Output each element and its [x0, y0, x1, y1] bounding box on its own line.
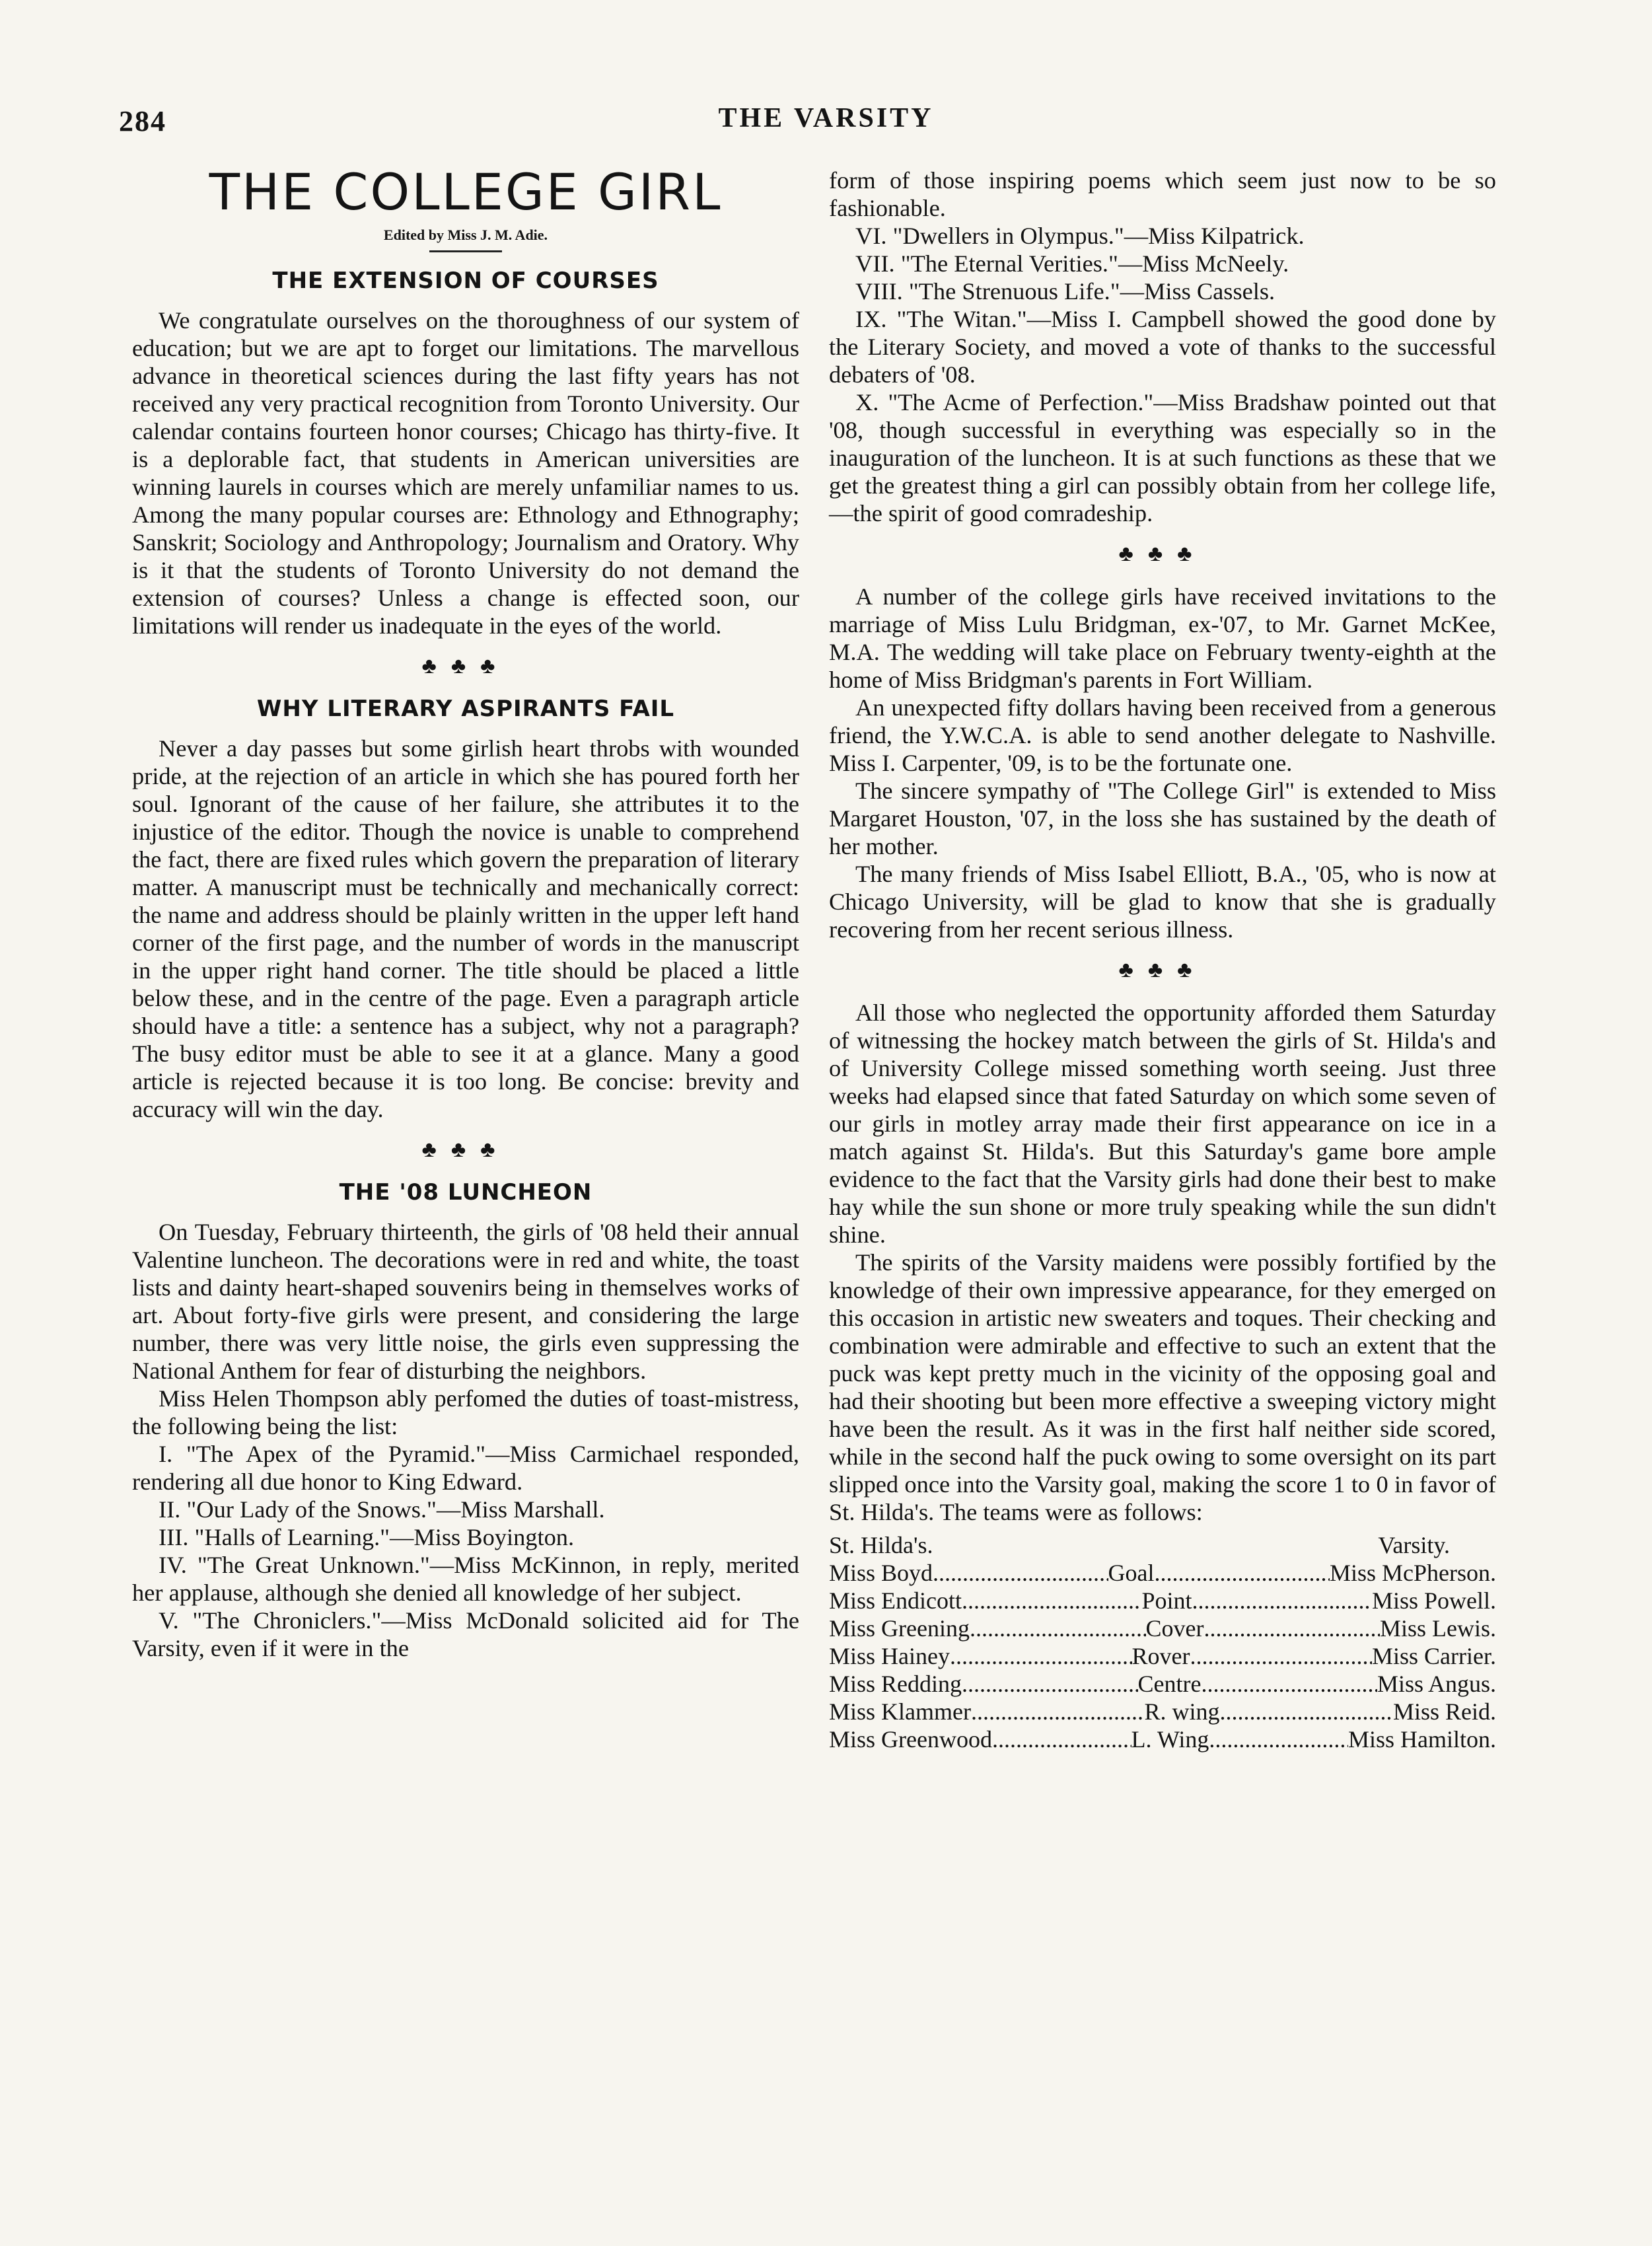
lineup-row [829, 1587, 1496, 1614]
leader-dots [1201, 1670, 1377, 1698]
club-ornament: ♣♣♣ [421, 654, 510, 678]
editor-rule [429, 250, 502, 252]
toast-item: V. "The Chroniclers."—Miss McDonald solicited aid for The Varsity, even if it were in the [132, 1607, 799, 1661]
lineup-row [829, 1670, 1496, 1698]
extension-heading: THE EXTENSION OF COURSES [272, 268, 659, 294]
extension-text: We congratulate ourselves on the thoroughness of our system of education; but we are apt to forget our limitations. The marvellous advance in theoretical sciences during the last fifty years has not received any very practical recognition from Toronto University. Our calendar contains fourteen honor courses; Chicago has thirty-five. It is a deplorable fact, that students in American universities are winning laurels in courses which are merely unfamiliar names to us. Among the many popular courses are: Ethnology and Ethnography; Sanskrit; Sociology and Anthropology; Journalism and Oratory. Why is it that the students of Toronto University do not demand the extension of courses? Unless a change is effected soon, our limitations will render us inadequate in the eyes of the world. [132, 307, 799, 639]
leader-dots [962, 1587, 1141, 1614]
page-number: 284 [119, 105, 166, 137]
luncheon-continued: form of those inspiring poems which seem just now to be so fashionable. [829, 167, 1496, 221]
lineup-rows [829, 1559, 1496, 1753]
lineup-row [829, 1642, 1496, 1670]
hockey-paragraph: The spirits of the Varsity maidens were possibly fortified by the knowledge of their own impressive appearance, for they emerged on this occasion in artistic new sweaters and toques. Their checking and combination were admirable and effective to such an extent that the puck was kept pretty much in the vicinity of the opposing goal and had their shooting but been more effective a sweeping victory might have been the result. As it was in the first half neither side scored, while in the second half the puck owing to some oversight on its part slipped once into the Varsity goal, making the score 1 to 0 in favor of St. Hilda's. The teams were as follows: [829, 1249, 1496, 1525]
leader-dots [971, 1698, 1144, 1725]
player-position: Centre [1137, 1671, 1202, 1697]
st-hildas-player: Miss Klammer [829, 1698, 971, 1725]
varsity-player: Miss Reid. [1392, 1698, 1496, 1725]
varsity-player: Miss Angus. [1377, 1671, 1496, 1697]
lineup-row [829, 1725, 1496, 1753]
aspirants-heading: WHY LITERARY ASPIRANTS FAIL [256, 696, 675, 722]
leader-dots [1192, 1587, 1372, 1614]
lineup-row [829, 1559, 1496, 1587]
team-lineup [829, 1531, 1496, 1753]
team-name-varsity: Varsity. [1378, 1532, 1450, 1558]
team-lineup-header [829, 1531, 1496, 1559]
news-item: A number of the college girls have received invitations to the marriage of Miss Lulu Bridgman, ex-'07, to Mr. Garnet McKee, M.A. The wedding will take place on February twenty-eighth at the home of Miss Bridgman's parents in Fort William. [829, 583, 1496, 693]
st-hildas-player: Miss Endicott [829, 1587, 962, 1614]
toast-item: VI. "Dwellers in Olympus."—Miss Kilpatrick. [855, 223, 1305, 249]
news-item: The many friends of Miss Isabel Elliott, B.A., '05, who is now at Chicago University, will be glad to know that she is gradually recovering from her recent serious illness. [829, 861, 1496, 943]
news-item: An unexpected fifty dollars having been received from a generous friend, the Y.W.C.A. is able to send another delegate to Nashville. Miss I. Carpenter, '09, is to be the fortunate one. [829, 694, 1496, 776]
club-ornament: ♣♣♣ [1118, 958, 1207, 982]
player-position: Point [1141, 1587, 1192, 1614]
leader-dots [1209, 1725, 1348, 1753]
varsity-player: Miss Hamilton. [1347, 1726, 1496, 1753]
luncheon-paragraph: Miss Helen Thompson ably perfomed the duties of toast-mistress, the following being the list: [132, 1385, 799, 1439]
varsity-player: Miss McPherson. [1329, 1560, 1496, 1586]
toast-item: III. "Halls of Learning."—Miss Boyington. [159, 1524, 575, 1550]
varsity-player: Miss Lewis. [1380, 1615, 1497, 1642]
leader-dots [1203, 1614, 1380, 1642]
leader-dots [1190, 1642, 1373, 1670]
luncheon-paragraph: On Tuesday, February thirteenth, the girls of '08 held their annual Valentine luncheon. The decorations were in red and white, the toast lists and dainty heart-shaped souvenirs being in themselves works of art. About forty-five girls were present, and considering the large number, there was very little noise, the girls even suppressing the National Anthem for fear of disturbing the neighbors. [132, 1219, 799, 1384]
left-column [132, 162, 799, 1662]
player-position: R. wing [1144, 1698, 1220, 1725]
toast-item: VII. "The Eternal Verities."—Miss McNeely. [855, 250, 1289, 277]
st-hildas-player: Miss Greening [829, 1615, 970, 1642]
toast-item: VIII. "The Strenuous Life."—Miss Cassels. [855, 278, 1275, 305]
editor-credit: Edited by Miss J. M. Adie. [383, 227, 548, 243]
club-ornament: ♣♣♣ [1118, 542, 1207, 566]
varsity-player: Miss Powell. [1371, 1587, 1496, 1614]
player-position: Cover [1145, 1615, 1204, 1642]
toast-item: X. "The Acme of Perfection."—Miss Bradshaw pointed out that '08, though successful in everything was especially so in the inauguration of the luncheon. It is at such functions as these that we get the greatest thing a girl can possibly obtain from her college life,—the spirit of good comradeship. [829, 389, 1496, 526]
player-position: L. Wing [1131, 1726, 1209, 1753]
leader-dots [992, 1725, 1131, 1753]
st-hildas-player: Miss Boyd [829, 1560, 933, 1586]
leader-dots [933, 1559, 1108, 1587]
st-hildas-player: Miss Hainey [829, 1643, 950, 1669]
st-hildas-player: Miss Greenwood [829, 1726, 992, 1753]
news-item: The sincere sympathy of "The College Girl" is extended to Miss Margaret Houston, '07, in the loss she has sustained by the death of her mother. [829, 778, 1496, 859]
running-head: THE VARSITY [718, 103, 934, 133]
toast-item: IX. "The Witan."—Miss I. Campbell showed the good done by the Literary Society, and moved a vote of thanks to the successful debaters of '08. [829, 306, 1496, 388]
team-name-st-hildas: St. Hilda's. [829, 1532, 933, 1558]
club-ornament: ♣♣♣ [421, 1138, 510, 1162]
toast-item: IV. "The Great Unknown."—Miss McKinnon, in reply, merited her applause, although she denied all knowledge of her subject. [132, 1552, 799, 1606]
varsity-player: Miss Carrier. [1372, 1643, 1496, 1669]
player-position: Rover [1131, 1643, 1190, 1669]
department-title: THE COLLEGE GIRL [209, 163, 723, 221]
lineup-row [829, 1698, 1496, 1725]
hockey-paragraph: All those who neglected the opportunity afforded them Saturday of witnessing the hockey match between the girls of St. Hilda's and of University College missed something worth seeing. Just three weeks had elapsed since that fated Saturday on which some seven of our girls in motley array made their first appearance on ice in a match against St. Hilda's. But this Saturday's game bore ample evidence to the fact that the Varsity girls had done their best to make hay while the sun shone or more truly speaking while the sun didn't shine. [829, 999, 1496, 1248]
aspirants-text: Never a day passes but some girlish heart throbs with wounded pride, at the rejection of an article in which she has poured forth her soul. Ignorant of the cause of her failure, she attributes it to the injustice of the editor. Though the novice is unable to comprehend the fact, there are fixed rules which govern the preparation of literary matter. A manuscript must be technically and mechanically correct: the name and address should be plainly written in the upper left hand corner of the first page, and the number of words in the manuscript in the upper right hand corner. The title should be placed a little below these, and in the centre of the page. Even a paragraph article should have a title: a sentence has a subject, why not a paragraph? The busy editor must be able to see it at a glance. Many a good article is rejected because it is too long. Be concise: brevity and accuracy will win the day. [132, 735, 799, 1122]
leader-dots [1219, 1698, 1392, 1725]
lineup-row [829, 1614, 1496, 1642]
toast-item: II. "Our Lady of the Snows."—Miss Marshall. [159, 1496, 605, 1523]
luncheon-heading: THE '08 LUNCHEON [339, 1179, 593, 1206]
leader-dots [1155, 1559, 1330, 1587]
player-position: Goal [1108, 1560, 1155, 1586]
leader-dots [962, 1670, 1137, 1698]
leader-dots [970, 1614, 1146, 1642]
right-column [829, 166, 1496, 1753]
leader-dots [950, 1642, 1132, 1670]
st-hildas-player: Miss Redding [829, 1671, 962, 1697]
toast-item: I. "The Apex of the Pyramid."—Miss Carmichael responded, rendering all due honor to King Edward. [132, 1441, 799, 1495]
